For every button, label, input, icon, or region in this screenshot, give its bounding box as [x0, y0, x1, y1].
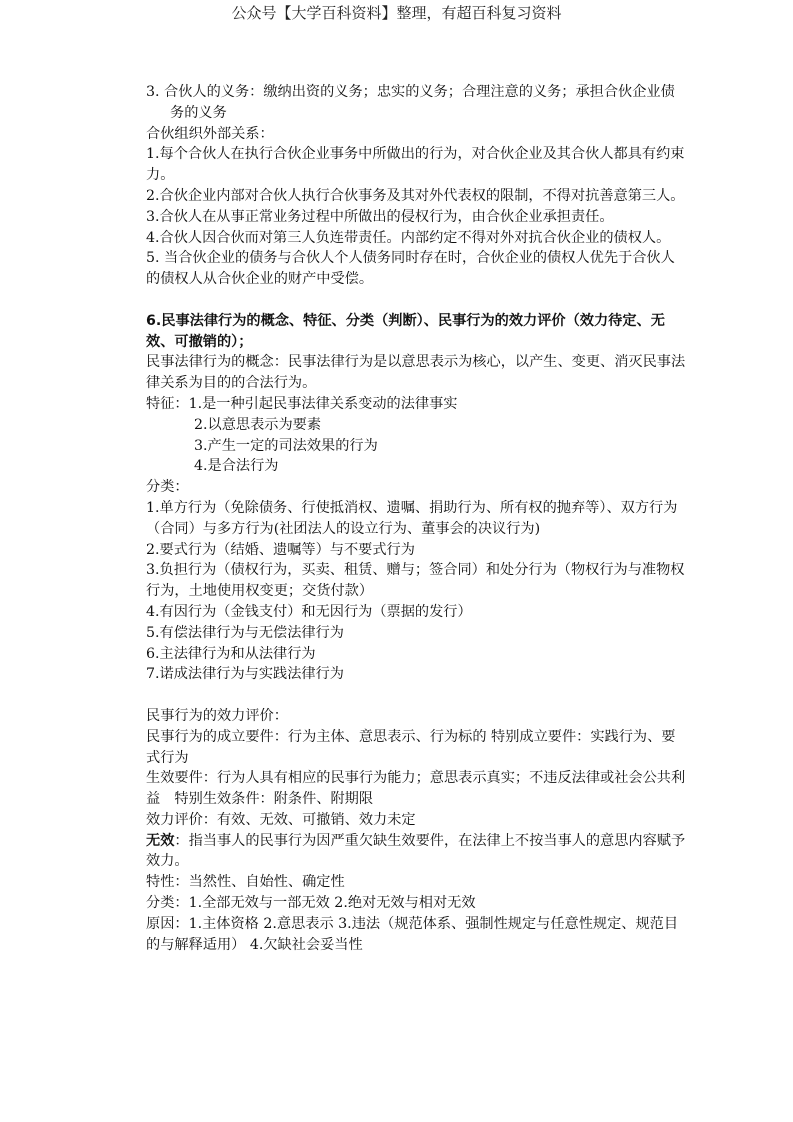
classification-item-7: 7.诺成法律行为与实践法律行为	[146, 666, 344, 683]
page-header: 公众号【大学百科资料】整理，有超百科复习资料	[231, 4, 562, 22]
effective-requirements: 生效要件：行为人具有相应的民事行为能力；意思表示真实；不违反法律或社会公共利益 特别生效条件：附条件、附期限	[146, 770, 686, 808]
formation-requirements: 民事行为的成立要件：行为主体、意思表示、行为标的 特别成立要件：实践行为、要式行为	[146, 728, 676, 766]
external-relations-title: 合伙组织外部关系：	[146, 125, 274, 142]
classification-item-1: 1.单方行为（免除债务、行使抵消权、遗嘱、捐助行为、所有权的抛弃等）、双方行为（合同）与多方行为(社团法人的设立行为、董事会的决议行为)	[146, 499, 678, 537]
spacer	[146, 290, 686, 311]
concept-paragraph: 民事法律行为的概念：民事法律行为是以意思表示为核心，以产生、变更、消灭民事法律关系为目的的合法行为。	[146, 354, 686, 392]
features-first-line: 特征：1.是一种引起民事法律关系变动的法律事实	[146, 395, 458, 412]
feature-item-3: 3.产生一定的司法效果的行为	[194, 437, 378, 454]
partner-duties-item: 3. 合伙人的义务：缴纳出资的义务；忠实的义务；合理注意的义务；承担合伙企业债务的义务	[146, 84, 675, 121]
external-item-4: 4.合伙人因合伙而对第三人负连带责任。内部约定不得对外对抗合伙企业的债权人。	[146, 229, 671, 246]
void-term: 无效	[146, 832, 175, 849]
feature-item-4: 4.是合法行为	[194, 458, 279, 475]
classification-title: 分类：	[146, 479, 189, 496]
external-item-1: 1.每个合伙人在执行合伙企业事务中所做出的行为，对合伙企业及其合伙人都具有约束力。	[146, 146, 685, 184]
validity-evaluation: 效力评价：有效、无效、可撤销、效力未定	[146, 811, 416, 828]
external-item-5: 5. 当合伙企业的债务与合伙人个人债务同时存在时，合伙企业的债权人优先于合伙人的债权人从合伙企业的财产中受偿。	[146, 250, 675, 288]
void-definition-text: ：指当事人的民事行为因严重欠缺生效要件，在法律上不按当事人的意思内容赋予效力。	[146, 832, 686, 870]
section-6-heading: 6.民事法律行为的概念、特征、分类（判断）、民事行为的效力评价（效力待定、无效、可撤销的）；	[146, 312, 665, 350]
spacer	[146, 685, 686, 706]
void-types: 分类：1.全部无效与一部无效 2.绝对无效与相对无效	[146, 895, 476, 912]
external-item-3: 3.合伙人在从事正常业务过程中所做出的侵权行为，由合伙企业承担责任。	[146, 208, 614, 225]
void-causes: 原因：1.主体资格 2.意思表示 3.违法（规范体系、强制性规定与任意性规定、规范目的与解释适用） 4.欠缺社会妥当性	[146, 915, 679, 953]
external-item-2: 2.合伙企业内部对合伙人执行合伙事务及其对外代表权的限制，不得对抗善意第三人。	[146, 187, 685, 204]
void-definition	[146, 831, 686, 873]
void-traits: 特性：当然性、自始性、确定性	[146, 874, 345, 891]
document-body	[146, 82, 686, 955]
classification-item-6: 6.主法律行为和从法律行为	[146, 645, 316, 662]
feature-item-2: 2.以意思表示为要素	[194, 416, 322, 433]
classification-item-3: 3.负担行为（债权行为，买卖、租赁、赠与；签合同）和处分行为（物权行为与准物权行为，土地使用权变更；交货付款）	[146, 562, 685, 600]
validity-title: 民事行为的效力评价：	[146, 707, 288, 724]
classification-item-5: 5.有偿法律行为与无偿法律行为	[146, 624, 344, 641]
classification-item-2: 2.要式行为（结婚、遗嘱等）与不要式行为	[146, 541, 415, 558]
classification-item-4: 4.有因行为（金钱支付）和无因行为（票据的发行）	[146, 603, 472, 620]
